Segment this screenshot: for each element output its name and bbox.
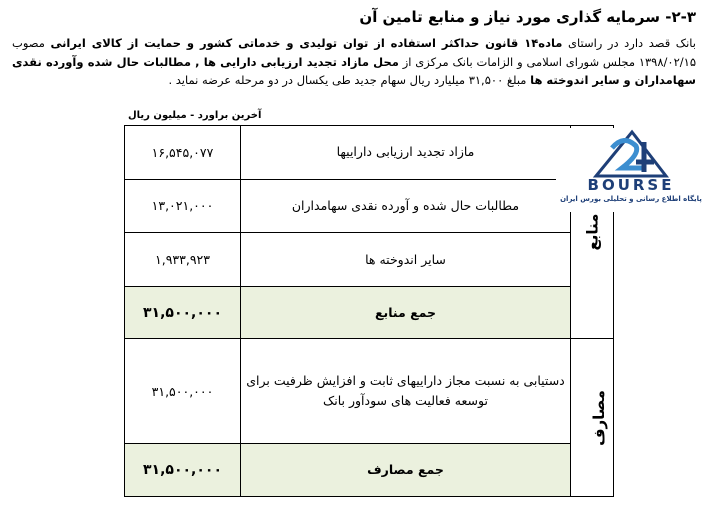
logo-subtitle: پایگاه اطلاع رسانی و تحلیلی بورس ایران: [560, 195, 702, 203]
amount-cell: ۳۱,۵۰۰,۰۰۰: [125, 339, 241, 444]
table-row: [125, 233, 614, 287]
para-text-3: مبلغ ۳۱,۵۰۰ میلیارد ریال سهام جدید طی یکسال در دو مرحله عرضه نماید .: [168, 73, 531, 87]
para-text-2: مصوب ۱۳۹۸/۰۲/۱۵ مجلس شورای اسلامی و الزامات بانک مرکزی از: [12, 36, 696, 69]
total-amount-cell: ۳۱,۵۰۰,۰۰۰: [125, 444, 241, 497]
table-row: [125, 339, 614, 444]
uses-group-cell: [571, 339, 614, 497]
section-heading: ۲-۳- سرمایه گذاری مورد نیاز و منابع تامین آن: [359, 8, 696, 26]
description-cell: مطالبات حال شده و آورده نقدی سهامداران: [241, 179, 571, 233]
sources-group-label: منابع: [582, 213, 601, 251]
logo-word: BOURSE: [587, 176, 675, 194]
amount-cell: ۱,۹۳۳,۹۲۳: [125, 233, 241, 287]
estimate-unit-note: آخرین براورد - میلیون ریال: [128, 110, 262, 121]
sources-uses-table: [124, 125, 614, 497]
intro-paragraph: [12, 34, 696, 90]
total-label-cell: جمع منابع: [241, 286, 571, 339]
para-bold-law: ماده۱۴ قانون حداکثر استفاده از توان تولیدی و خدماتی کشور و حمایت از کالای ایرانی: [50, 36, 563, 50]
amount-cell: ۱۳,۰۲۱,۰۰۰: [125, 179, 241, 233]
bourse-logo-icon: [592, 128, 670, 178]
description-cell: دستیابی به نسبت مجاز داراییهای ثابت و افزایش ظرفیت برای توسعه فعالیت های سودآور بانک: [241, 339, 571, 444]
sources-total-row: [125, 286, 614, 339]
uses-total-row: [125, 444, 614, 497]
table-row: [125, 126, 614, 180]
para-text-1: بانک قصد دارد در راستای: [562, 36, 696, 50]
table-row: [125, 179, 614, 233]
uses-group-label: مصارف: [589, 389, 608, 446]
amount-cell: ۱۶,۵۴۵,۰۷۷: [125, 126, 241, 180]
description-cell: سایر اندوخته ها: [241, 233, 571, 287]
para-bold-sources: محل مازاد تجدید ارزیابی دارایی ها , مطالبات حال شده وآورده نقدی سهامداران و سایر اندوخته ها: [12, 54, 696, 87]
bourse-logo: [556, 128, 706, 212]
total-label-cell: جمع مصارف: [241, 444, 571, 497]
total-amount-cell: ۳۱,۵۰۰,۰۰۰: [125, 286, 241, 339]
description-cell: مازاد تجدید ارزیابی داراییها: [241, 126, 571, 180]
